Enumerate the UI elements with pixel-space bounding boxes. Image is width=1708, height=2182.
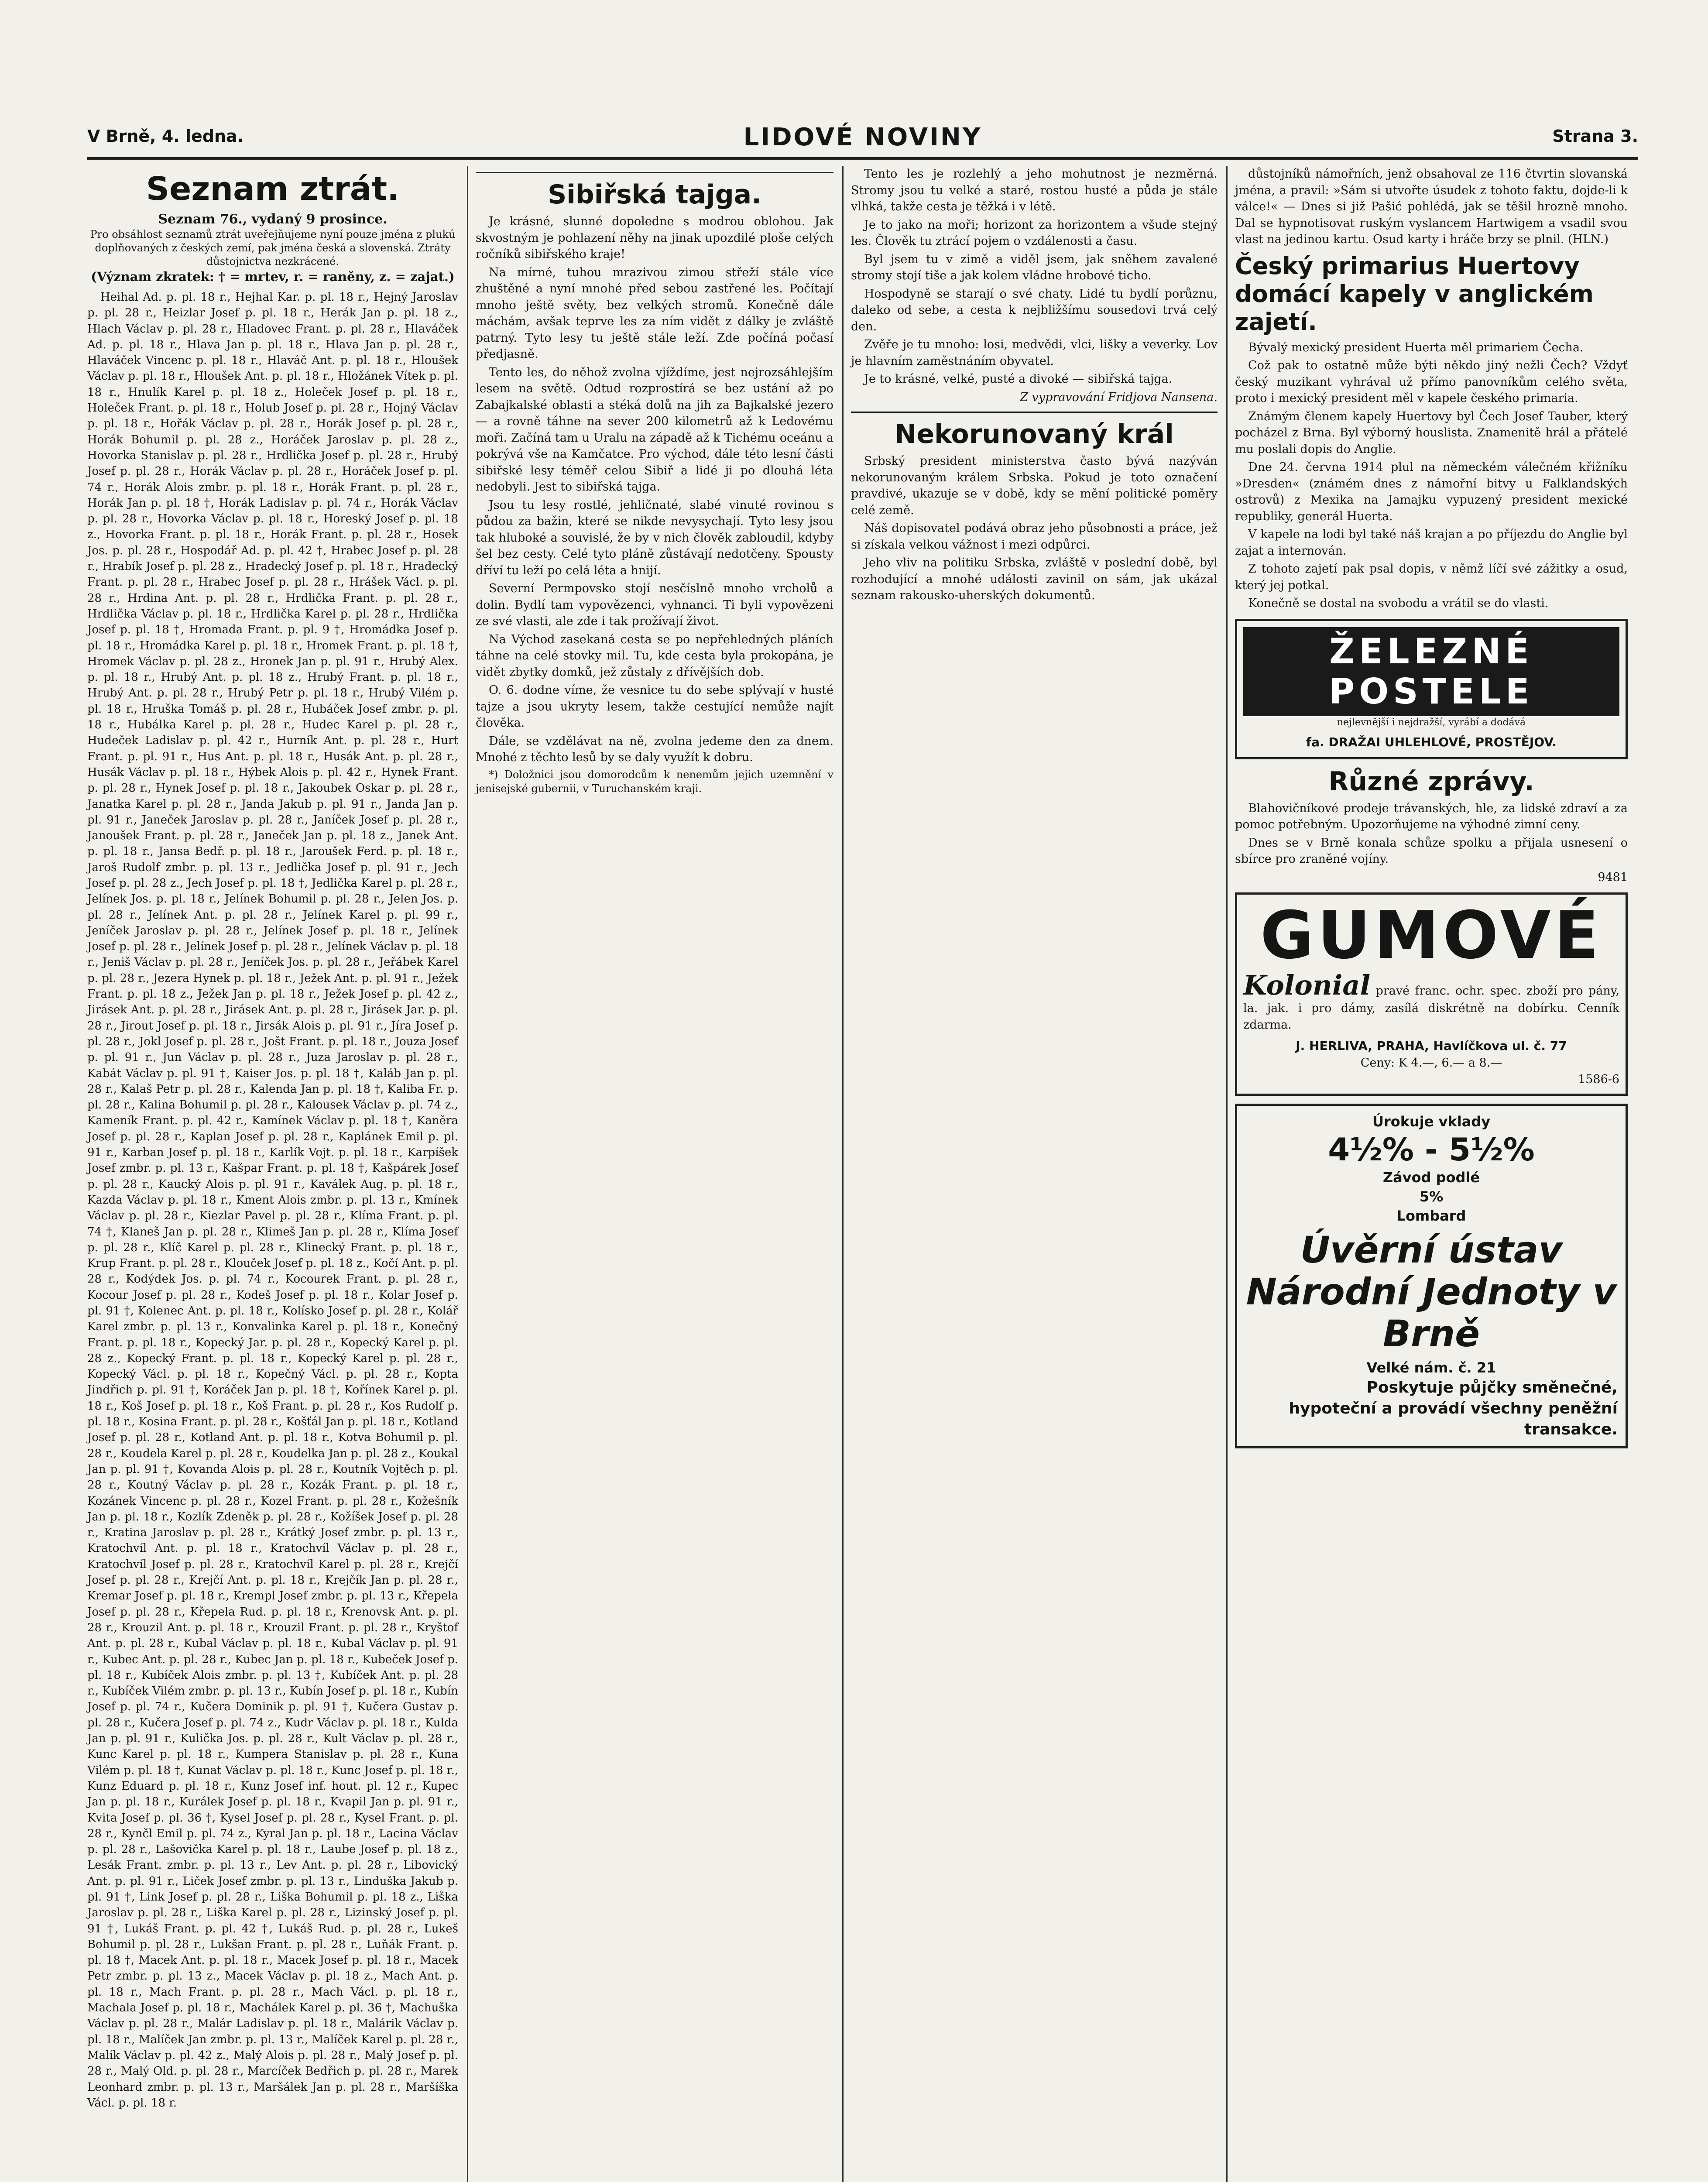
huerta-paragraph: Bývalý mexický president Huerta měl primariem Čecha. <box>1248 340 1584 354</box>
column-rule <box>1226 166 1228 2182</box>
postele-firm: fa. DRAŽAI UHLEHLOVÉ, PROSTĚJOV. <box>1306 734 1557 749</box>
bank-address: Velké nám. č. 21 <box>1366 1359 1496 1376</box>
section-divider <box>476 172 833 173</box>
seznam-legend: (Význam zkratek: † = mrtev, r. = raněny, z. = zajat.) <box>91 269 455 284</box>
column-1 <box>87 166 458 2113</box>
tent-signature: Z vypravování Fridjova Nansena. <box>1020 390 1218 404</box>
column-3 <box>851 166 1218 606</box>
kral-paragraph: Náš dopisovatel podává obraz jeho působnosti a práce, jež si získala velkou vážnost i mezi odpůrci. <box>851 521 1218 552</box>
tent-paragraph: Byl jsem tu v zimě a viděl jsem, jak sněhem zavalené stromy stojí tiše a jak kolem vládne hrobové ticho. <box>851 252 1218 282</box>
gumove-title: GUMOVÉ <box>1260 898 1603 974</box>
taiga-paragraph: O. 6. dodne víme, že vesnice tu do sebe splývají v husté tajze a jsou ukryty lesem, takže cestující nemůže najít člověka. <box>476 683 833 730</box>
tent-paragraph: Tento les je rozlehlý a jeho mohutnost je nezměrná. Stromy jsou tu velké a staré, rostou husté a půda je stále vlhká, takže cesta je těžká i v létě. <box>851 167 1218 213</box>
taiga-title: Sibiřská tajga. <box>548 179 761 210</box>
zpravy-title: Různé zprávy. <box>1328 766 1534 797</box>
postele-ad <box>1235 619 1628 759</box>
kral-title: Nekorunovaný král <box>895 419 1174 449</box>
huerta-top-paragraph: důstojníků námořních, jenž obsahoval ze 116 čtvrtin slovanská jména, a pravil: »Sám si utvořte úsudek z tohoto faktu, dojde-li k válce!« — Dnes si již Pašić pohlédá, jak se těšil hrozně mnoho. Dal se hypnotisovat ruským vyslancem Hartwigem a vsadil svou vlast na jedinou kartu. Osud karty i hráče brzy se plnil. (HLN.) <box>1235 167 1628 246</box>
column-4 <box>1235 166 1628 1448</box>
bank-lombard-rate: 5% <box>1419 1188 1444 1205</box>
bank-lombard: Lombard <box>1396 1208 1466 1224</box>
taiga-paragraph: Dále, se vzdělávat na ně, zvolna jedeme den za dnem. Mnohé z těchto lesů by se daly využít k dobru. <box>476 734 833 764</box>
tent-paragraph: Je to jako na moři; horizont za horizontem a všude stejný les. Člověk tu ztrácí pojem o vzdálenosti a času. <box>851 218 1218 248</box>
tent-paragraph: Zvěře je tu mnoho: losi, medvědi, vlci, lišky a veverky. Lov je hlavním zaměstnáním obyvatel. <box>851 338 1218 368</box>
seznam-entries: Heihal Ad. p. pl. 18 r., Hejhal Kar. p. pl. 18 r., Hejný Jaroslav p. pl. 28 r., Heizlar Josef p. pl. 18 r., Herák Jan p. pl. 18 z., Hlach Václav p. pl. 28 r., Hladovec Frant. p. pl. 28 r., Hlaváček Ad. p. pl. 18 r., Hlava Jan p. pl. 18 r., Hlava Jan p. pl. 28 r., Hlaváček Vincenc p. pl. 18 r., Hlaváč Ant. p. pl. 18 r., Hloušek Václav p. pl. 18 r., Hloušek Ant. p. pl. 18 r., Hložánek Vítek p. pl. 18 r., Hnulík Karel p. pl. 18 z., Holeček Josef p. pl. 18 r., Holeček Frant. p. pl. 18 r., Holub Josef p. pl. 28 r., Hojný Václav p. pl. 18 r., Hořák Václav p. pl. 28 r., Horák Josef p. pl. 28 r., Horák Bohumil p. pl. 28 z., Horáček Jaroslav p. pl. 28 z., Hovorka Stanislav p. pl. 28 r., Hrdlička Josef p. pl. 28 r., Hrubý Josef p. pl. 28 r., Horák Václav p. pl. 28 r., Horáček Josef p. pl. 74 r., Horák Alois zmbr. p. pl. 18 r., Horák Frant. p. pl. 28 r., Horák Jan p. pl. 18 †, Horák Ladislav p. pl. 74 r., Horák Václav p. pl. 28 r., Hovorka Václav p. pl. 18 r., Horeský Josef p. pl. 18 z., Hovorka Frant. p. pl. 18 r., Horák Frant. p. pl. 28 r., Hosek Jos. p. pl. 28 r., Hospodář Ad. p. pl. 42 †, Hrabec Josef p. pl. 28 r., Hrabík Josef p. pl. 28 z., Hradecký Josef p. pl. 18 r., Hradecký Frant. p. pl. 28 r., Hrabec Josef p. pl. 28 r., Hrášek Václ. p. pl. 28 r., Hrdina Ant. p. pl. 28 r., Hrdlička Frant. p. pl. 28 r., Hrdlička Václav p. pl. 18 r., Hrdlička Karel p. pl. 28 r., Hrdlička Josef p. pl. 18 †, Hromada Frant. p. pl. 9 †, Hromádka Josef p. pl. 18 r., Hromádka Karel p. pl. 18 r., Hromek Frant. p. pl. 18 †, Hromek Václav p. pl. 28 z., Hronek Jan p. pl. 91 r., Hrubý Alex. p. pl. 18 r., Hrubý Ant. p. pl. 18 z., Hrubý Frant. p. pl. 18 r., Hrubý Ant. p. pl. 28 r., Hrubý Petr p. pl. 18 r., Hrubý Vilém p. pl. 18 r., Hruška Tomáš p. pl. 28 r., Hubáček Josef zmbr. p. pl. 18 r., Hubálka Karel p. pl. 28 r., Hudec Karel p. pl. 28 r., Hudeček Ladislav p. pl. 42 r., Hurník Ant. p. pl. 28 r., Hurt Frant. p. pl. 91 r., Hus Ant. p. pl. 18 r., Husák Ant. p. pl. 28 r., Husák Václav p. pl. 18 r., Hýbek Alois p. pl. 42 r., Hynek Frant. p. pl. 28 r., Hynek Josef p. pl. 18 r., Jakoubek Oskar p. pl. 28 r., Janatka Karel p. pl. 28 r., Janda Jakub p. pl. 91 r., Janda Jan p. pl. 91 r., Janeček Jaroslav p. pl. 28 r., Janíček Josef p. pl. 28 r., Janoušek Frant. p. pl. 28 r., Janeček Jan p. pl. 18 z., Janek Ant. p. pl. 18 r., Jansa Bedř. p. pl. 18 r., Jaroušek Ferd. p. pl. 18 r., Jaroš Rudolf zmbr. p. pl. 13 r., Jedlička Josef p. pl. 91 r., Jech Josef p. pl. 28 z., Jech Josef p. pl. 18 †, Jedlička Karel p. pl. 28 r., Jelínek Jos. p. pl. 18 r., Jelínek Bohumil p. pl. 28 r., Jelen Jos. p. pl. 28 r., Jelínek Ant. p. pl. 28 r., Jelínek Karel p. pl. 99 r., Jeníček Jaroslav p. pl. 28 r., Jelínek Josef p. pl. 18 r., Jelínek Josef p. pl. 28 r., Jelínek Josef p. pl. 28 r., Jelínek Václav p. pl. 18 r., Jeniš Václav p. pl. 28 r., Jeníček Jos. p. pl. 28 r., Jeřábek Karel p. pl. 28 r., Jezera Hynek p. pl. 18 r., Ježek Ant. p. pl. 91 r., Ježek Frant. p. pl. 18 z., Ježek Jan p. pl. 18 r., Ježek Josef p. pl. 42 z., Jirásek Ant. p. pl. 28 r., Jirásek Ant. p. pl. 28 r., Jirásek Jar. p. pl. 28 r., Jirout Josef p. pl. 18 r., Jirsák Alois p. pl. 91 r., Jíra Josef p. pl. 28 r., Jokl Josef p. pl. 28 r., Jošt Frant. p. pl. 18 r., Jouza Josef p. pl. 91 r., Jun Václav p. pl. 28 r., Juza Jaroslav p. pl. 28 r., Kabát Václav p. pl. 91 †, Kaiser Jos. p. pl. 18 †, Kaláb Jan p. pl. 28 r., Kalaš Petr p. pl. 28 r., Kalenda Jan p. pl. 18 †, Kaliba Fr. p. pl. 28 r., Kalina Bohumil p. pl. 28 r., Kalousek Václav p. pl. 74 z., Kameník Frant. p. pl. 42 r., Kamínek Václav p. pl. 18 †, Kaněra Josef p. pl. 28 r., Kaplan Josef p. pl. 28 r., Kaplánek Emil p. pl. 91 r., Karban Josef p. pl. 18 r., Karlík Vojt. p. pl. 18 r., Karpíšek Josef zmbr. p. pl. 13 r., Kašpar Frant. p. pl. 18 †, Kašpárek Josef p. pl. 28 r., Kaucký Alois p. pl. 91 r., Kaválek Aug. p. pl. 18 r., Kazda Václav p. pl. 18 r., Kment Alois zmbr. p. pl. 13 r., Kmínek Václav p. pl. 28 r., Kiezlar Pavel p. pl. 28 r., Klíma Frant. p. pl. 74 †, Klaneš Jan p. pl. 28 r., Klimeš Jan p. pl. 28 r., Klíma Josef p. pl. 28 r., Klíč Karel p. pl. 28 r., Klinecký Frant. p. pl. 18 r., Krup Frant. p. pl. 28 r., Klouček Josef p. pl. 18 z., Kočí Ant. p. pl. 28 r., Kodýdek Jos. p. pl. 74 r., Kocourek Frant. p. pl. 28 r., Kocour Josef p. pl. 28 r., Kodeš Josef p. pl. 18 r., Kolar Josef p. pl. 91 †, Kolenec Ant. p. pl. 18 r., Kolísko Josef p. pl. 28 r., Kolář Karel zmbr. p. pl. 13 r., Konvalinka Karel p. pl. 18 r., Konečný Frant. p. pl. 18 r., Kopecký Jar. p. pl. 28 r., Kopecký Karel p. pl. 28 z., Kopecký Frant. p. pl. 18 r., Kopecký Karel p. pl. 28 r., Kopecký Václ. p. pl. 18 r., Kopečný Václ. p. pl. 28 r., Kopta Jindřich p. pl. 91 †, Koráček Jan p. pl. 18 †, Kořínek Karel p. pl. 18 r., Koš Josef p. pl. 18 r., Koš Frant. p. pl. 28 r., Kos Rudolf p. pl. 18 r., Kosina Frant. p. pl. 28 r., Košťál Jan p. pl. 18 r., Kotland Josef p. pl. 28 r., Kotland Ant. p. pl. 18 r., Kotva Bohumil p. pl. 28 r., Koudela Karel p. pl. 28 r., Koudelka Jan p. pl. 28 z., Koukal Jan p. pl. 91 †, Kovanda Alois p. pl. 28 r., Koutník Vojtěch p. pl. 28 r., Koutný Václav p. pl. 28 r., Kozák Frant. p. pl. 18 r., Kozánek Vincenc p. pl. 28 r., Kozel Frant. p. pl. 28 r., Kožešník Jan p. pl. 18 r., Kozlík Zdeněk p. pl. 28 r., Kožíšek Josef p. pl. 28 r., Kratina Jaroslav p. pl. 28 r., Krátký Josef zmbr. p. pl. 13 r., Kratochvíl Ant. p. pl. 18 r., Kratochvíl Václav p. pl. 28 r., Kratochvíl Josef p. pl. 28 r., Kratochvíl Karel p. pl. 28 r., Krejčí Josef p. pl. 28 r., Krejčí Ant. p. pl. 18 r., Krejčík Jan p. pl. 28 r., Kremar Josef p. pl. 18 r., Krempl Josef zmbr. p. pl. 13 r., Křepela Josef p. pl. 28 r., Křepela Rud. p. pl. 18 r., Krenovsk Ant. p. pl. 28 r., Krouzil Ant. p. pl. 18 r., Krouzil Frant. p. pl. 28 r., Kryštof Ant. p. pl. 28 r., Kubal Václav p. pl. 18 r., Kubal Václav p. pl. 91 r., Kubec Ant. p. pl. 28 r., Kubec Jan p. pl. 18 r., Kubeček Josef p. pl. 18 r., Kubíček Alois zmbr. p. pl. 13 †, Kubíček Ant. p. pl. 28 r., Kubíček Vilém zmbr. p. pl. 13 r., Kubín Josef p. pl. 18 r., Kubín Josef p. pl. 74 r., Kučera Dominik p. pl. 91 †, Kučera Gustav p. pl. 28 r., Kučera Josef p. pl. 74 z., Kudr Václav p. pl. 18 r., Kulda Jan p. pl. 91 r., Kulička Jos. p. pl. 28 r., Kult Václav p. pl. 28 r., Kunc Karel p. pl. 18 r., Kumpera Stanislav p. pl. 28 r., Kuna Vilém p. pl. 18 †, Kunat Václav p. pl. 18 r., Kunc Josef p. pl. 18 r., Kunz Eduard p. pl. 18 r., Kunz Josef inf. hout. pl. 12 r., Kupec Jan p. pl. 18 r., Kurálek Josef p. pl. 18 r., Kvapil Jan p. pl. 91 r., Kvita Josef p. pl. 36 †, Kysel Josef p. pl. 28 r., Kysel Frant. p. pl. 28 r., Kynčl Emil p. pl. 74 z., Kyral Jan p. pl. 18 r., Lacina Václav p. pl. 28 r., Lašovička Karel p. pl. 18 r., Laube Josef p. pl. 18 z., Lesák Frant. zmbr. p. pl. 13 r., Lev Ant. p. pl. 28 r., Libovický Ant. p. pl. 91 r., Liček Josef zmbr. p. pl. 13 r., Linduška Jakub p. pl. 91 †, Link Josef p. pl. 28 r., Liška Bohumil p. pl. 18 z., Liška Jaroslav p. pl. 28 r., Liška Karel p. pl. 28 r., Lizinský Josef p. pl. 91 †, Lukáš Frant. p. pl. 42 †, Lukáš Rud. p. pl. 28 r., Lukeš Bohumil p. pl. 28 r., Lukšan Frant. p. pl. 28 r., Luňák Frant. p. pl. 18 †, Macek Ant. p. pl. 18 r., Macek Josef p. pl. 18 r., Macek Petr zmbr. p. pl. 13 z., Macek Václav p. pl. 18 z., Mach Ant. p. pl. 18 r., Mach Frant. p. pl. 28 r., Mach Václ. p. pl. 18 r., Machala Josef p. pl. 18 r., Machálek Karel p. pl. 36 †, Machuška Václav p. pl. 28 r., Malár Ladislav p. pl. 18 r., Malárik Václav p. pl. 18 r., Malíček Jan zmbr. p. pl. 13 r., Malíček Karel p. pl. 28 r., Malík Václav p. pl. 42 z., Malý Alois p. pl. 28 r., Malý Josef p. pl. 28 r., Malý Old. p. pl. 28 r., Marcíček Bedřich p. pl. 28 r., Marek Leonhard zmbr. p. pl. 13 r., Maršálek Jan p. pl. 28 r., Maršíška Václ. p. pl. 18 r. <box>87 291 458 2110</box>
bank-zavod: Závod podlé <box>1382 1169 1480 1186</box>
huerta-paragraph: Což pak to ostatně může býti někdo jiný nežli Čech? Vždyť český muzikant vyhrával už přímo panovníkům celého světa, proto i mexický president měl v kapele českého primaria. <box>1235 359 1628 405</box>
taiga-paragraph: Severní Permpovsko stojí nesčíslně mnoho vrcholů a dolin. Bydlí tam vypovězenci, vyhnanci. Ti byli vypovězeni ze své vlasti, ale zde i tak prožívají život. <box>476 582 833 628</box>
postele-title: ŽELEZNÉ POSTELE <box>1243 627 1619 716</box>
huerta-paragraph: Dne 24. června 1914 plul na německém válečném křižníku »Dresden« (známém dnes z námořní bitvy u Falklandských ostrovů) z Mexika na Jamajku vypuzený president mexické republiky, generál Huerta. <box>1235 460 1628 523</box>
issue-date: V Brně, 4. ledna. <box>87 127 244 146</box>
newspaper-title: LIDOVÉ NOVINY <box>743 123 982 151</box>
kral-paragraph: Jeho vliv na politiku Srbska, zvláště v poslední době, byl rozhodující a mnohé události zavinil on sám, jak ukázal seznam rakousko-uherských dokumentů. <box>851 556 1218 602</box>
gumove-firm: J. HERLIVA, PRAHA, Havlíčkova ul. č. 77 <box>1296 1039 1567 1053</box>
bank-desc-2: hypoteční a provádí všechny peněžní transakce. <box>1289 1400 1618 1438</box>
huerta-paragraph: V kapele na lodi byl také náš krajan a po příjezdu do Anglie byl zajat a internován. <box>1235 528 1628 558</box>
section-divider <box>851 412 1218 413</box>
taiga-paragraph: Tento les, do něhož zvolna vjíždíme, jest nejrozsáhlejším lesem na světě. Odtud rozprostírá se bez ustání až po Zabajkalské oblasti a stéká dolů na jih za Bajkalské jezero — a rovně táhne na sever 200 kilometrů až k Ledovému moři. Začíná tam u Uralu na západě až k Tichému oceánu a pokrývá vše na Kamčatce. Pro východ, dále této lesní části sibiřské lesy téměř celou Sibiř a lidé ji po dlouhá léta nedobyli. Jest to sibiřská tajga. <box>476 365 833 494</box>
gumove-price: Ceny: K 4.—, 6.— a 8.— <box>1360 1056 1502 1070</box>
kral-paragraph: Srbský president ministerstva často bývá nazýván nekorunovaným králem Srbska. Pokud je toto označení pravdivé, ukazuje se v době, kdy se mění politické poměry celé země. <box>851 454 1218 517</box>
seznam-note: Pro obsáhlost seznamů ztrát uveřejňujeme nyní pouze jména z plukú doplňovaných z českých zemí, pak jména česká a slovenská. Ztráty důstojnictva nezkrácené. <box>90 228 456 268</box>
gumove-kolonial: Kolonial <box>1243 969 1371 1001</box>
seznam-subtitle: Seznam 76., vydaný 9 prosince. <box>158 212 388 227</box>
tent-paragraph: Hospodyně se starají o své chaty. Lidé tu bydlí porůznu, daleko od sebe, a cesta k nejbližšímu sousedovi trvá celý den. <box>851 287 1218 333</box>
taiga-paragraph: Je krásné, slunné dopoledne s modrou oblohou. Jak skvostným je pohlazení něhy na jinak upozdilé ploše celých ročníků sibiřského kraje! <box>476 215 833 261</box>
taiga-paragraph: Na mírné, tuhou mrazivou zimou střeží stále více zhuštěné a nyní mnohé před sebou zastřené les. Počítají mnoho ještě světy, bez velkých stromů. Konečně dále máchám, avšak teprve les za ním vidět z dálky je zvláště patrný. Tyto lesy tu ještě stále leží. Zde počíná počasí předjasně. <box>476 265 833 361</box>
bank-ad <box>1235 1104 1628 1448</box>
column-rule <box>467 166 468 2182</box>
bank-rate: 4½% - 5½% <box>1328 1131 1535 1168</box>
zpravy-paragraph: Dnes se v Brně konala schůze spolku a přijala usnesení o sbírce pro zraněné vojíny. <box>1235 836 1628 866</box>
seznam-title: Seznam ztrát. <box>146 170 400 208</box>
taiga-paragraph: Na Východ zasekaná cesta se po nepřehledných pláních táhne na celé stovky mil. Tu, kde cesta byla prokopána, je vidět zbytky domků, jež zůstaly z dřívějších dob. <box>476 632 833 679</box>
gumove-number: 1586-6 <box>1578 1072 1619 1086</box>
gumove-ad <box>1235 892 1628 1096</box>
postele-small: nejlevnější i nejdražší, vyrábí a dodává <box>1337 717 1526 728</box>
gumove-text: pravé franc. ochr. spec. zboží pro pány, la. jak. i pro dámy, zasílá diskrétně na dobírku. Cenník zdarma. <box>1243 984 1619 1032</box>
zpravy-paragraph: Blahovičníkové prodeje trávanských, hle, za lidské zdraví a za pomoc potřebným. Upozorňujeme na výhodné zimní ceny. <box>1235 801 1628 831</box>
huerta-paragraph: Konečně se dostal na svobodu a vrátil se do vlasti. <box>1248 597 1549 610</box>
bank-desc-1: Poskytuje půjčky směnečné, <box>1366 1379 1618 1396</box>
page-number: Strana 3. <box>1552 127 1638 146</box>
bank-name: Úvěrní ústav Národní Jednoty v Brně <box>1246 1228 1617 1355</box>
huerta-title: Český primarius Huertovy domácí kapely v anglickém zajetí. <box>1235 252 1594 336</box>
column-rule <box>842 166 844 2182</box>
masthead <box>87 123 1638 160</box>
huerta-paragraph: Známým členem kapely Huertovy byl Čech Josef Tauber, který pocházel z Brna. Byl výborný houslista. Znamenitě hrál a přátelé mu poslali dopis do Anglie. <box>1235 409 1628 456</box>
taiga-paragraph: Jsou tu lesy rostlé, jehličnaté, slabé vinuté rovinou s půdou za bažin, které se nikde nevysychají. Tyto lesy jsou tak hluboké a souvislé, že by v nich člověk zabloudil, kdyby šel bez cesty. Celé tyto pláně zůstávají nedotčeny. Spousty dříví tu leží po celá léta a hnijí. <box>476 498 833 577</box>
zpravy-ad-number: 9481 <box>1598 870 1628 884</box>
column-2 <box>476 166 833 797</box>
tent-paragraph: Je to krásné, velké, pusté a divoké — sibiřská tajga. <box>864 372 1173 386</box>
taiga-footnote: *) Doložnici jsou domorodcům k nenemům jejich uzemnění v jenisejské gubernii, v Turuchanském kraji. <box>476 768 833 795</box>
huerta-paragraph: Z tohoto zajetí pak psal dopis, v němž líčí své zážitky a osud, který jej potkal. <box>1235 562 1628 592</box>
bank-heading: Úrokuje vklady <box>1372 1113 1491 1130</box>
